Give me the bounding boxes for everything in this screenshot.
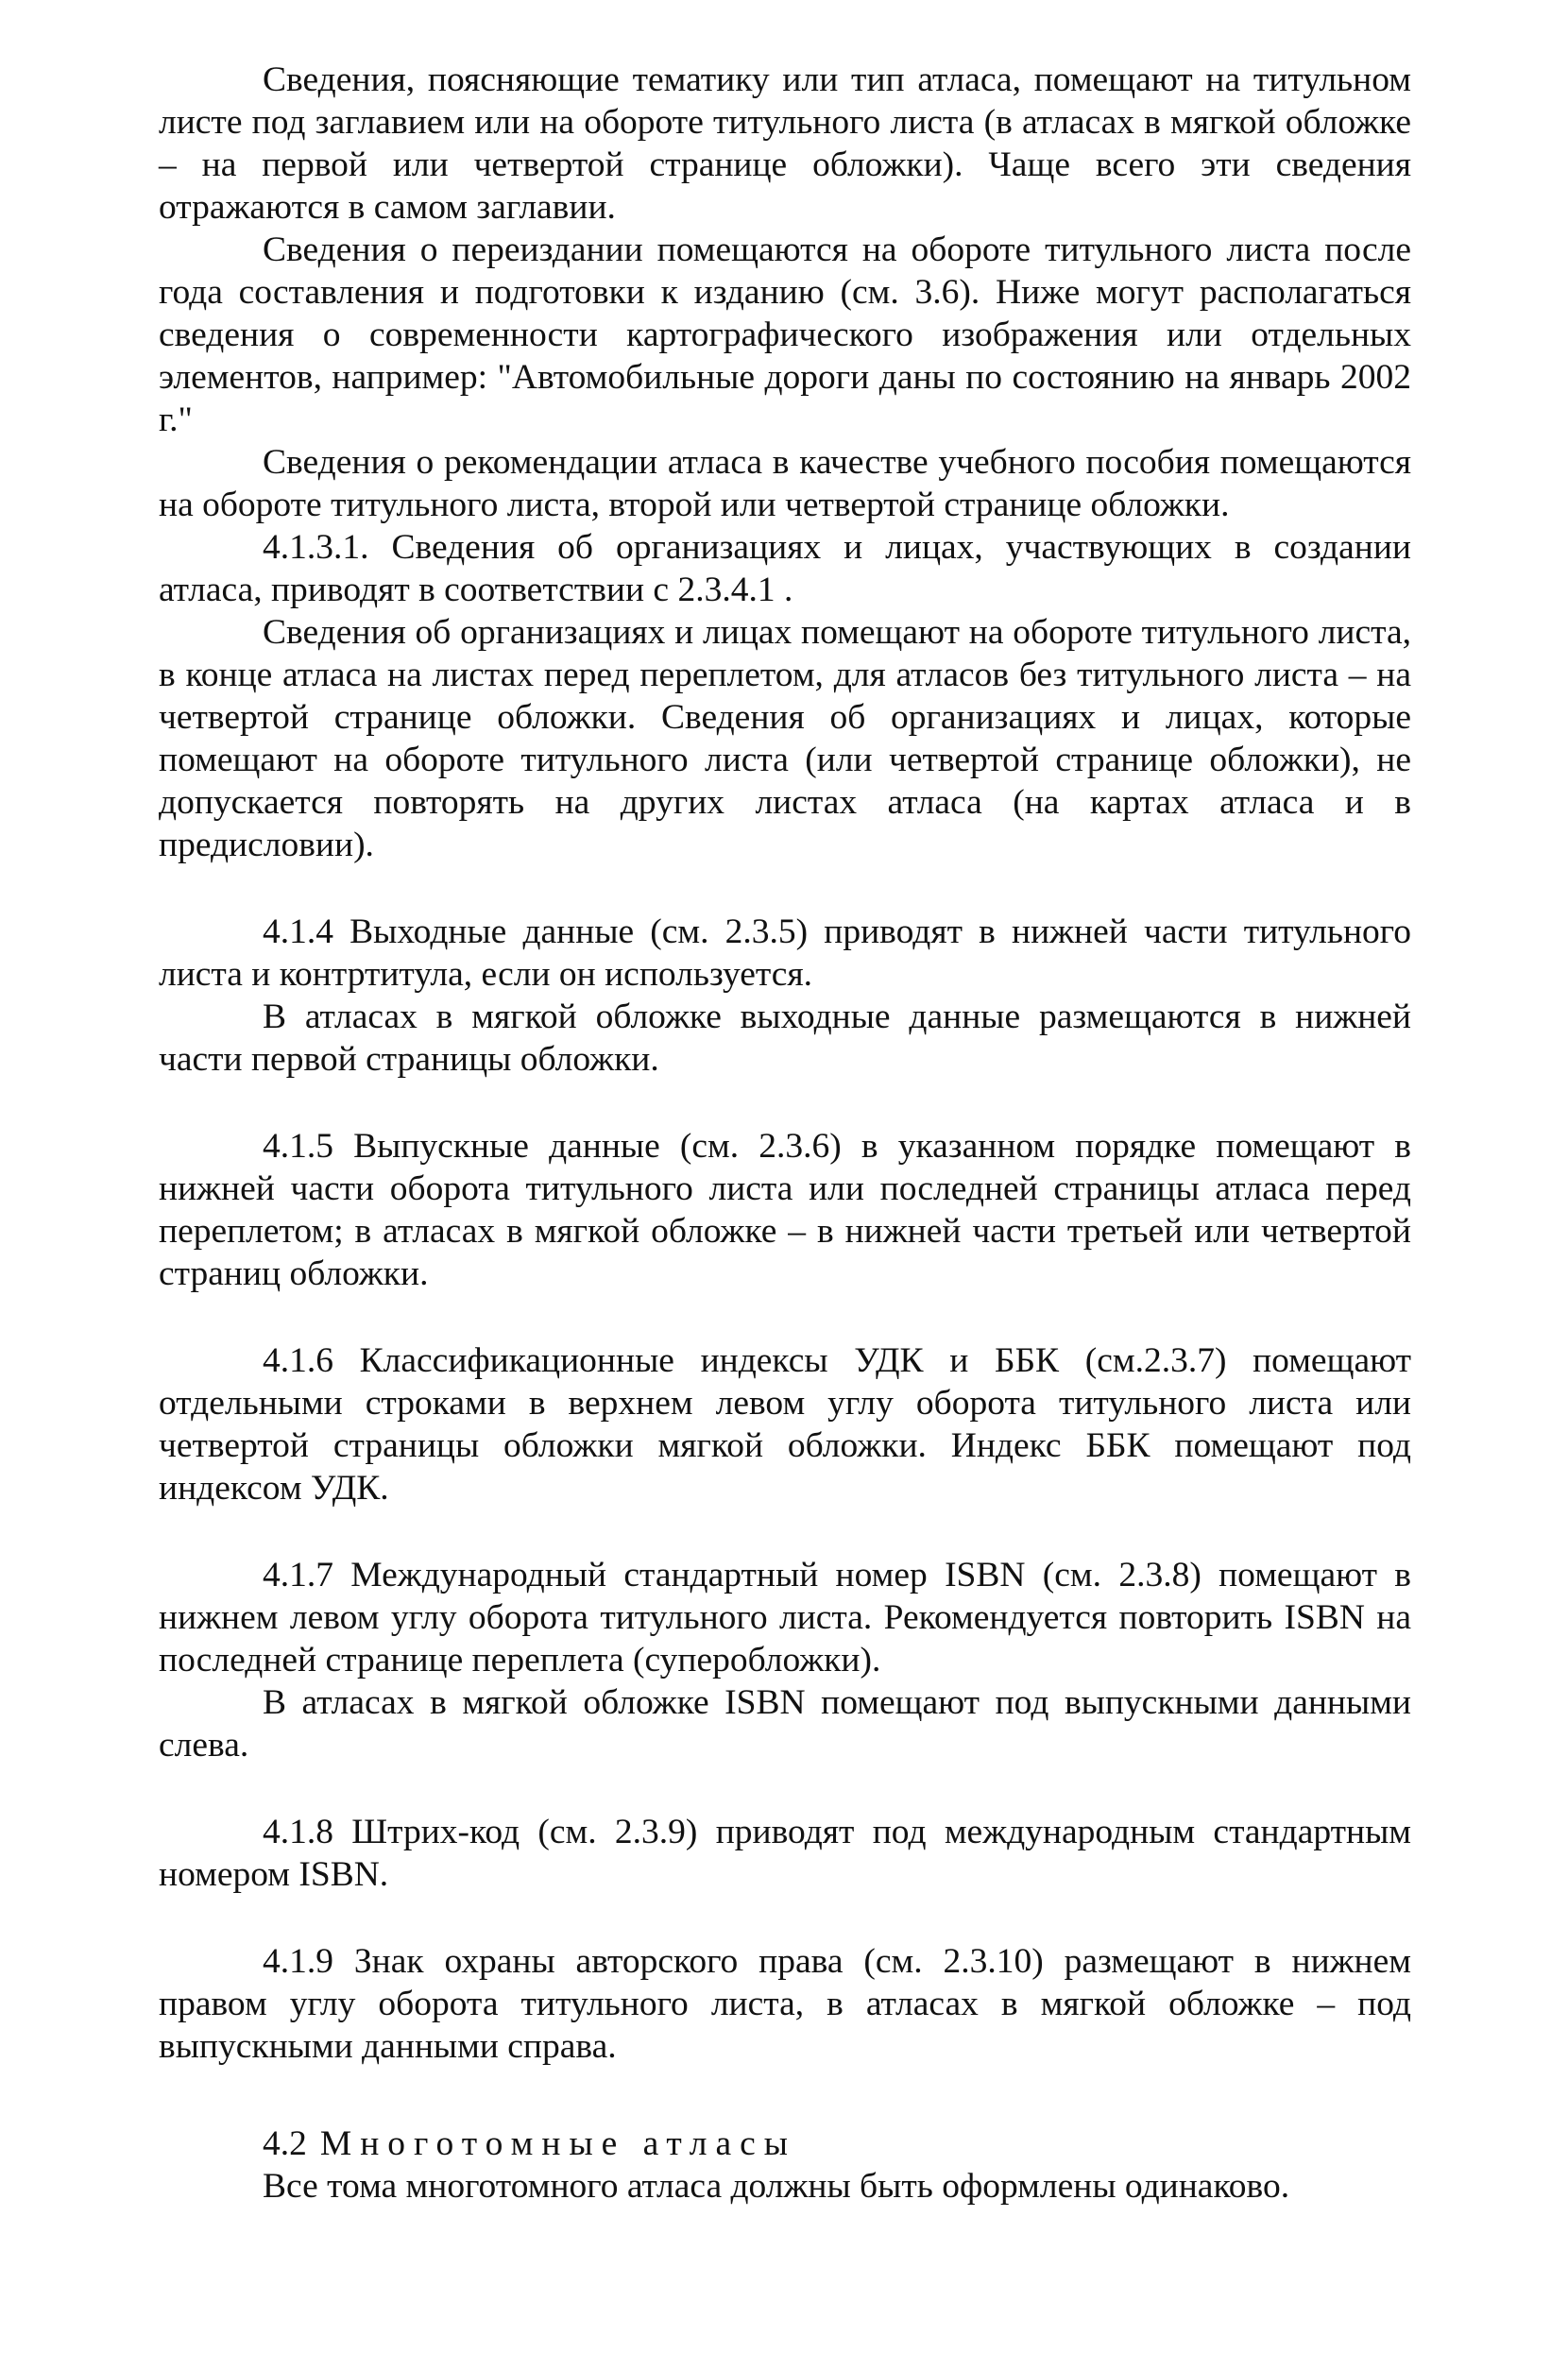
paragraph-soft-cover-output-data: В атласах в мягкой обложке выходные данные размещаются в нижней части первой страницы обложки. [159,997,1411,1079]
paragraph-soft-cover-isbn: В атласах в мягкой обложке ISBN помещают под выпускными данными слева. [159,1683,1411,1765]
section-heading-4-2 [159,2123,1411,2165]
paragraph-4-1-8: 4.1.8 Штрих-код (см. 2.3.9) приводят под международным стандартным номером ISBN. [159,1813,1411,1894]
paragraph-4-1-3-1: 4.1.3.1. Сведения об организациях и лицах, участвующих в создании атласа, приводят в соответствии с 2.3.4.1 . [159,528,1411,609]
paragraph-thematic-info: Сведения, поясняющие тематику или тип атласа, помещают на титульном листе под заглавием или на обороте титульного листа (в атласах в мягкой обложке – на первой или четвертой странице обложки). Чаще всего эти сведения отражаются в самом заглавии. [159,60,1411,227]
section-number: 4.2 [263,2124,307,2163]
section-title: Многотомные атласы [319,2124,797,2163]
paragraph-4-1-5: 4.1.5 Выпускные данные (см. 2.3.6) в указанном порядке помещают в нижней части оборота титульного листа или последней страницы атласа перед переплетом; в атласах в мягкой обложке – в нижней части третьей или четвертой страниц обложки. [159,1127,1411,1293]
paragraph-4-1-4: 4.1.4 Выходные данные (см. 2.3.5) приводят в нижней части титульного листа и контртитула, если он используется. [159,912,1411,994]
paragraph-4-1-6: 4.1.6 Классификационные индексы УДК и ББК (см.2.3.7) помещают отдельными строками в верхнем левом углу оборота титульного листа или четвертой страницы обложки мягкой обложки. Индекс ББК помещают под индексом УДК. [159,1341,1411,1508]
paragraph-organizations-placement: Сведения об организациях и лицах помещают на обороте титульного листа, в конце атласа на листах перед переплетом, для атласов без титульного листа – на четвертой странице обложки. Сведения об организациях и лицах, которые помещают на обороте титульного листа (или четвертой странице обложки), не допускается повторять на других листах атласа (на картах атласа и в предисловии). [159,613,1411,864]
paragraph-reissue-info: Сведения о переиздании помещаются на обороте титульного листа после года составления и подготовки к изданию (см. 3.6). Ниже могут располагаться сведения о современности картографического изображения или отдельных элементов, например: "Автомобильные дороги даны по состоянию на январь 2002 г." [159,230,1411,439]
paragraph-multivolume: Все тома многотомного атласа должны быть оформлены одинаково. [263,2167,1290,2206]
paragraph-4-1-9: 4.1.9 Знак охраны авторского права (см. 2.3.10) размещают в нижнем правом углу оборота титульного листа, в атласах в мягкой обложке – под выпускными данными справа. [159,1942,1411,2066]
paragraph-4-1-7: 4.1.7 Международный стандартный номер ISBN (см. 2.3.8) помещают в нижнем левом углу оборота титульного листа. Рекомендуется повторить ISBN на последней странице переплета (суперобложки). [159,1556,1411,1679]
document-page [159,59,1411,2208]
paragraph-recommendation-info: Сведения о рекомендации атласа в качестве учебного пособия помещаются на обороте титульного листа, второй или четвертой странице обложки. [159,443,1411,524]
